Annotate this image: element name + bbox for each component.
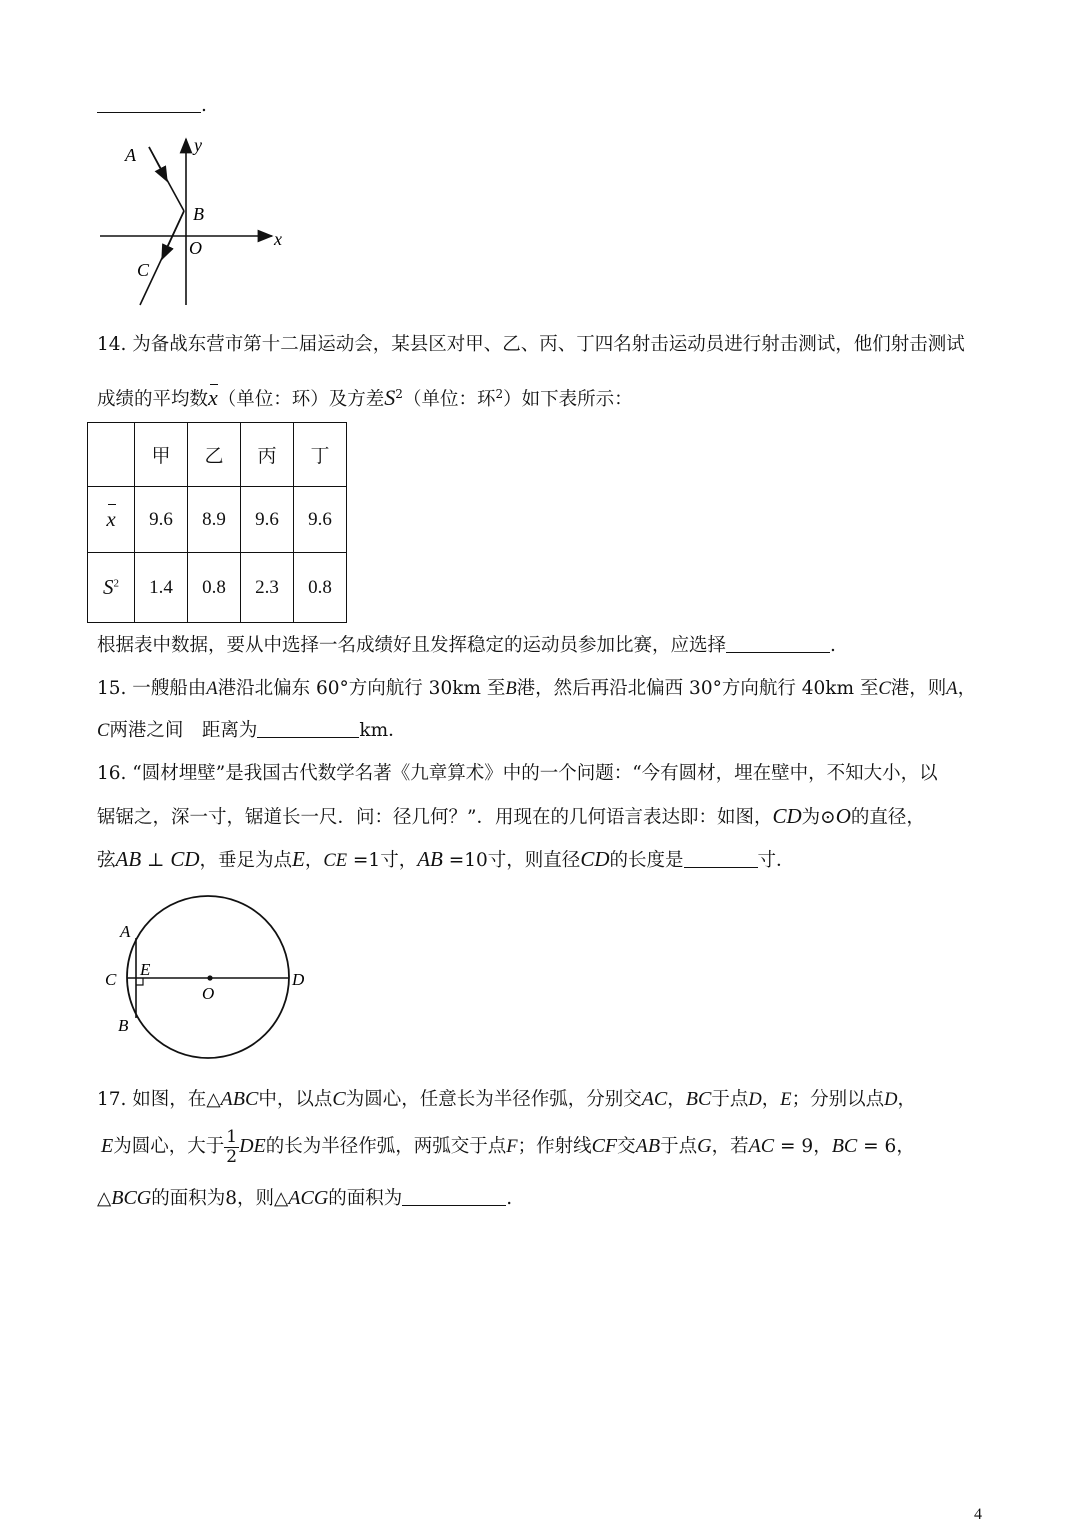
point-G: G bbox=[697, 1135, 712, 1157]
q17-text: 为圆心，大于 bbox=[113, 1136, 225, 1157]
label-y: y bbox=[194, 135, 202, 155]
point-B: B bbox=[505, 679, 517, 699]
q16-text: ，垂足为点 bbox=[199, 850, 293, 871]
triangle-BCG: BCG bbox=[111, 1187, 152, 1209]
label-O: O bbox=[189, 238, 202, 258]
q15-text: ， bbox=[957, 678, 977, 699]
answer-blank bbox=[97, 111, 201, 113]
q14-line1: 14. 为备战东营市第十二届运动会，某县区对甲、乙、丙、丁四名射击运动员进行射击测试，他们射击测试 bbox=[97, 334, 965, 355]
point-F: F bbox=[506, 1137, 518, 1157]
label-C: C bbox=[137, 260, 150, 280]
segment-AB: AB bbox=[115, 847, 142, 871]
label-O: O bbox=[202, 984, 215, 1003]
period: . bbox=[830, 635, 836, 656]
unit-km: km． bbox=[359, 720, 407, 741]
fraction-half bbox=[224, 1126, 239, 1167]
equation: =1 bbox=[347, 850, 381, 871]
header-bing: 丙 bbox=[241, 423, 294, 487]
q17-text: 交 bbox=[617, 1136, 636, 1157]
q14-text-3: 根据表中数据，要从中选择一名成绩好且发挥稳定的运动员参加比赛，应选择 bbox=[97, 635, 727, 656]
q17-line2 bbox=[101, 1124, 915, 1169]
unit-exp: 2 bbox=[495, 386, 504, 401]
q16-text: ， bbox=[304, 850, 324, 871]
table-row-variance bbox=[88, 553, 347, 623]
point-A: A bbox=[206, 679, 218, 699]
q16-line1: 16. “圆材埋壁”是我国古代数学名著《九章算术》中的一个问题：“今有圆材，埋在壁中，不知大小，以 bbox=[97, 763, 938, 784]
q17-text: 的长为半径作弧，两弧交于点 bbox=[265, 1136, 507, 1157]
segment-BC: BC bbox=[685, 1088, 712, 1110]
q16-text: 锯锯之，深一寸，锯道长一尺．问：径几何？”．用现在的几何语言表达即：如图， bbox=[97, 807, 773, 828]
table-header-row bbox=[88, 423, 347, 487]
q17-text: ， bbox=[896, 1136, 915, 1157]
point-C: C bbox=[97, 721, 110, 741]
q16-text: 的直径， bbox=[850, 807, 925, 828]
segment-AB: AB bbox=[417, 847, 443, 871]
value-8: 8 bbox=[225, 1188, 238, 1209]
table-row-mean bbox=[88, 487, 347, 553]
q16-line2 bbox=[97, 806, 925, 828]
label-D: D bbox=[292, 970, 305, 989]
fraction-numerator: 1 bbox=[226, 1126, 238, 1147]
segment-AB: AB bbox=[635, 1135, 661, 1157]
segment-DE: DE bbox=[239, 1135, 266, 1157]
right-angle-mark bbox=[136, 978, 143, 985]
q15-text: 港沿北偏东 60°方向航行 30km 至 bbox=[217, 678, 506, 699]
label-A: A bbox=[120, 922, 131, 941]
q17-text: 为圆心，任意长为半径作弧，分别交 bbox=[345, 1089, 642, 1110]
point-C: C bbox=[332, 1088, 346, 1110]
table-cell: 1.4 bbox=[135, 553, 188, 623]
q14-text-b: （单位：环）及方差 bbox=[217, 389, 385, 410]
q17-text: 于点 bbox=[660, 1136, 698, 1157]
ray-ab-arrow bbox=[149, 147, 167, 181]
label-A: A bbox=[125, 145, 136, 165]
mean-symbol: x bbox=[208, 385, 218, 410]
stats-table bbox=[87, 422, 347, 623]
header-jia: 甲 bbox=[135, 423, 188, 487]
q15-text: 港，则 bbox=[890, 678, 947, 699]
table-cell: 9.6 bbox=[135, 487, 188, 553]
reflection-figure bbox=[95, 135, 295, 310]
q15-text: 两港之间 距离为 bbox=[109, 720, 258, 741]
q17-text: 的面积为 bbox=[151, 1188, 226, 1209]
q15-line1 bbox=[97, 680, 976, 699]
table-cell: 0.8 bbox=[188, 553, 241, 623]
q16-text: 的长度是 bbox=[609, 850, 684, 871]
q17-line3 bbox=[97, 1188, 512, 1209]
segment-CD: CD bbox=[580, 847, 610, 871]
q17-text: ， bbox=[667, 1089, 686, 1110]
triangle-ABC: ABC bbox=[220, 1088, 259, 1110]
label-B: B bbox=[118, 1016, 129, 1035]
q17-text: 17. 如图，在 bbox=[97, 1089, 207, 1110]
row-label-variance: $S^2$ bbox=[88, 553, 135, 623]
q16-text: 寸，则直径 bbox=[487, 850, 581, 871]
segment-BC: BC bbox=[831, 1135, 858, 1157]
page-number: 4 bbox=[974, 1506, 982, 1523]
triangle-symbol: △ bbox=[274, 1188, 289, 1209]
table-cell: 9.6 bbox=[294, 487, 347, 553]
label-B: B bbox=[193, 204, 204, 224]
q15-text: 15. 一艘船由 bbox=[97, 678, 207, 699]
q17-text: ，则 bbox=[237, 1188, 275, 1209]
label-E: E bbox=[140, 960, 151, 979]
segment-CE: CE bbox=[323, 851, 348, 871]
q14-text-c: （单位：环 bbox=[402, 389, 496, 410]
label-C: C bbox=[105, 970, 117, 989]
ray-CF: CF bbox=[591, 1135, 618, 1157]
triangle-ACG: ACG bbox=[288, 1187, 329, 1209]
point-D: D bbox=[748, 1090, 762, 1110]
answer-blank bbox=[726, 651, 830, 653]
period: . bbox=[201, 95, 207, 116]
q16-text: 寸． bbox=[757, 850, 795, 871]
label-x: x bbox=[274, 229, 282, 249]
q15-line2 bbox=[97, 722, 407, 741]
point-A: A bbox=[946, 679, 958, 699]
q17-text: 中，以点 bbox=[258, 1089, 333, 1110]
variance-symbol: S bbox=[384, 385, 396, 410]
q17-text: ；分别以点 bbox=[791, 1089, 885, 1110]
point-E: E bbox=[292, 847, 305, 871]
point-D: D bbox=[884, 1090, 898, 1110]
q15-text: 港，然后再沿北偏西 30°方向航行 40km 至 bbox=[516, 678, 879, 699]
q16-line3 bbox=[97, 849, 795, 871]
q16-text: 弦 bbox=[97, 850, 116, 871]
header-yi: 乙 bbox=[188, 423, 241, 487]
ray-bc-arrow bbox=[162, 211, 184, 259]
center-dot bbox=[207, 975, 212, 980]
answer-blank bbox=[257, 736, 359, 738]
q17-text: ， bbox=[813, 1136, 832, 1157]
equation: = 9 bbox=[774, 1136, 814, 1157]
segment-CD: CD bbox=[170, 847, 200, 871]
answer-blank bbox=[402, 1204, 506, 1206]
triangle-symbol: △ bbox=[97, 1188, 112, 1209]
previous-answer-line bbox=[97, 97, 207, 116]
q17-text: 的面积为 bbox=[328, 1188, 403, 1209]
q16-text: 为 bbox=[801, 807, 821, 828]
perp-symbol: ⊥ bbox=[141, 850, 171, 871]
q17-text: ， bbox=[897, 1089, 916, 1110]
point-E: E bbox=[780, 1090, 792, 1110]
q14-line3 bbox=[97, 637, 836, 656]
equation: = 6 bbox=[857, 1136, 897, 1157]
circle-symbol: ⊙ bbox=[820, 807, 836, 828]
point-C: C bbox=[878, 679, 891, 699]
answer-blank bbox=[684, 866, 758, 868]
segment-AC: AC bbox=[748, 1135, 775, 1157]
point-E: E bbox=[101, 1135, 114, 1157]
q17-text: ， bbox=[761, 1089, 781, 1110]
table-corner-cell bbox=[88, 423, 135, 487]
table-cell: 0.8 bbox=[294, 553, 347, 623]
equation: =10 bbox=[442, 850, 488, 871]
q17-text: 于点 bbox=[711, 1089, 749, 1110]
q14-text-d: ）如下表所示： bbox=[503, 389, 633, 410]
table-cell: 2.3 bbox=[241, 553, 294, 623]
q17-text: ，若 bbox=[711, 1136, 749, 1157]
row-label-mean: x bbox=[88, 487, 135, 553]
circle-figure bbox=[100, 892, 315, 1062]
q17-line1 bbox=[97, 1089, 916, 1110]
q16-text: 寸， bbox=[380, 850, 418, 871]
q14-line2 bbox=[97, 387, 633, 410]
q17-text: ；作射线 bbox=[517, 1136, 592, 1157]
segment-AC: AC bbox=[641, 1088, 668, 1110]
fraction-denominator: 2 bbox=[226, 1146, 238, 1167]
triangle-symbol: △ bbox=[206, 1089, 221, 1110]
point-O: O bbox=[835, 804, 851, 828]
variance-exp: 2 bbox=[395, 386, 403, 401]
segment-CD: CD bbox=[772, 804, 802, 828]
q14-text-a: 成绩的平均数 bbox=[97, 389, 209, 410]
period: . bbox=[506, 1188, 513, 1209]
table-cell: 8.9 bbox=[188, 487, 241, 553]
header-ding: 丁 bbox=[294, 423, 347, 487]
table-cell: 9.6 bbox=[241, 487, 294, 553]
